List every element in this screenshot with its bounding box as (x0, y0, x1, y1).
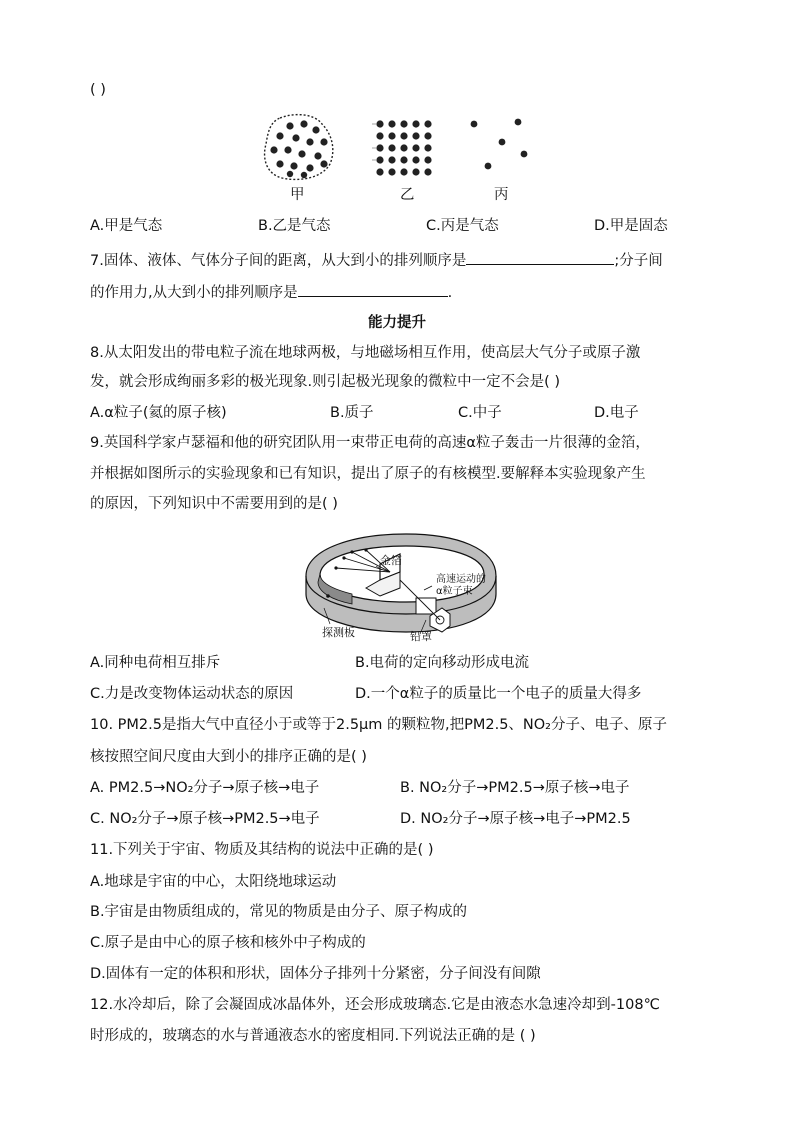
label-gold-foil: 金箔 (380, 554, 402, 567)
q9-option-c: C.力是改变物体运动状态的原因 (90, 686, 294, 702)
q7-text-2b: . (447, 285, 453, 301)
q8-option-c: C.中子 (458, 405, 502, 421)
q8-option-b: B.质子 (330, 405, 374, 421)
fig-label-yi: 乙 (400, 187, 415, 203)
state-diagram-jia (260, 112, 340, 184)
q10-line-2: 核按照空间尺度由大到小的排序正确的是( ) (90, 749, 367, 765)
fig-label-jia: 甲 (290, 187, 305, 203)
q11-option-b: B.宇宙是由物质组成的，常见的物质是由分子、原子构成的 (90, 904, 468, 920)
q8-line-1: 8.从太阳发出的带电粒子流在地球两极，与地磁场相互作用，使高层大气分子或原子激 (90, 345, 641, 361)
q6-option-d: D.甲是固态 (594, 218, 668, 234)
state-diagram-yi (372, 116, 436, 178)
q7-blank-2[interactable] (298, 280, 448, 297)
q7-line-1 (90, 248, 663, 271)
state-diagram-bing (466, 116, 534, 178)
label-beam-line-2: α粒子束 (436, 586, 473, 597)
q9-line-1: 9.英国科学家卢瑟福和他的研究团队用一束带正电荷的高速α粒子轰击一片很薄的金箔， (90, 435, 650, 451)
q7-blank-1[interactable] (466, 248, 614, 265)
q8-option-a: A.α粒子(氦的原子核) (90, 405, 227, 421)
q8-line-2: 发，就会形成绚丽多彩的极光现象.则引起极光现象的微粒中一定不会是( ) (90, 374, 561, 390)
q11-option-a: A.地球是宇宙的中心，太阳绕地球运动 (90, 874, 337, 890)
q6-option-b: B.乙是气态 (258, 218, 331, 234)
q9-line-3: 的原因，下列知识中不需要用到的是( ) (90, 496, 338, 512)
fig-label-bing: 丙 (494, 187, 509, 203)
label-detector-plate: 探测板 (322, 626, 355, 639)
q11-stem: 11.下列关于宇宙、物质及其结构的说法中正确的是( ) (90, 842, 434, 858)
label-lead-shield: 铅罩 (410, 630, 432, 643)
q10-option-c: C. NO₂分子→原子核→PM2.5→电子 (90, 811, 320, 827)
q9-option-d: D.一个α粒子的质量比一个电子的质量大得多 (355, 686, 642, 702)
label-beam-line-1: 高速运动的 (436, 574, 486, 585)
q10-option-b: B. NO₂分子→PM2.5→原子核→电子 (400, 780, 630, 796)
q7-text-1b: ;分子间 (614, 253, 663, 269)
q11-option-d: D.固体有一定的体积和形状，固体分子排列十分紧密，分子间没有间隙 (90, 966, 541, 982)
q9-option-a: A.同种电荷相互排斥 (90, 655, 221, 671)
q10-option-a: A. PM2.5→NO₂分子→原子核→电子 (90, 780, 320, 796)
q11-option-c: C.原子是由中心的原子核和核外中子构成的 (90, 935, 366, 951)
q7-text-2a: 的作用力,从大到小的排列顺序是 (90, 285, 298, 301)
section-title: 能力提升 (368, 315, 426, 331)
q12-line-2: 时形成的，玻璃态的水与普通液态水的密度相同.下列说法正确的是 ( ) (90, 1028, 536, 1044)
q6-option-c: C.丙是气态 (426, 218, 499, 234)
q9-option-b: B.电荷的定向移动形成电流 (355, 655, 530, 671)
q7-text-1a: 7.固体、液体、气体分子间的距离，从大到小的排列顺序是 (90, 253, 467, 269)
q7-line-2 (90, 280, 452, 303)
q12-line-1: 12.水冷却后，除了会凝固成冰晶体外，还会形成玻璃态.它是由液态水急速冷却到-108℃ (90, 997, 660, 1013)
q6-option-a: A.甲是气态 (90, 218, 163, 234)
q10-option-d: D. NO₂分子→原子核→电子→PM2.5 (400, 811, 631, 827)
q6-answer-paren: ( ) (90, 82, 106, 98)
q8-option-d: D.电子 (594, 405, 639, 421)
q10-line-1: 10. PM2.5是指大气中直径小于或等于2.5μm 的颗粒物,把PM2.5、NO₂分子、电子、原子 (90, 717, 667, 733)
q9-line-2: 并根据如图所示的实验现象和已有知识，提出了原子的有核模型.要解释本实验现象产生 (90, 466, 646, 482)
